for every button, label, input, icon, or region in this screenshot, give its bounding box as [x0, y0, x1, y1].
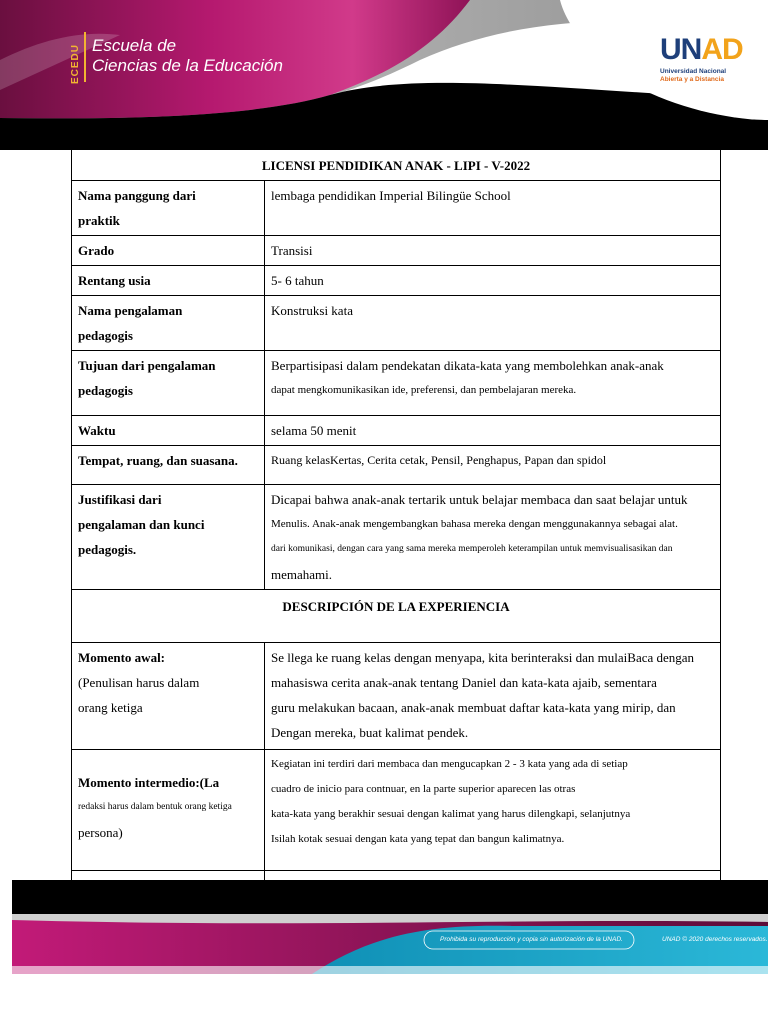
footer-black-bar: [12, 880, 768, 914]
footer-copyright: UNAD © 2020 derechos reservados.: [662, 936, 768, 943]
lesson-plan-table: [71, 148, 721, 926]
table-row: [72, 643, 721, 750]
row-value: Transisi: [265, 236, 721, 266]
row-value: Se llega ke ruang kelas dengan menyapa, kita berinteraksi dan mulaiBaca dengan mahasiswa cerita anak-anak tentang Daniel dan kata-kata ajaib, sementara guru melakukan bacaan, anak-anak membuat daftar kata-kata yang mirip, dan Dengan mereka, buat kalimat pendek.: [265, 643, 721, 750]
row-value: Ruang kelasKertas, Cerita cetak, Pensil, Penghapus, Papan dan spidol: [265, 446, 721, 485]
table-row: [72, 296, 721, 351]
school-name-line2: Ciencias de la Educación: [92, 56, 283, 75]
table-title-row: [72, 149, 721, 181]
section-title-row: [72, 590, 721, 643]
row-label: Rentang usia: [72, 266, 265, 296]
unad-logo-word: UNAD: [660, 33, 743, 66]
row-label: Momento awal: (Penulisan harus dalam orang ketiga: [72, 643, 265, 750]
row-value: Konstruksi kata: [265, 296, 721, 351]
row-value: lembaga pendidikan Imperial Bilingüe School: [265, 181, 721, 236]
table-row: [72, 485, 721, 590]
row-value: Kegiatan ini terdiri dari membaca dan mengucapkan 2 - 3 kata yang ada di setiap cuadro de inicio para contnuar, en la parte superior aparecen las otras kata-kata yang berakhir sesuai dengan kalimat yang harus dilengkapi, selanjutnya Isilah kotak sesuai dengan kata yang tepat dan bangun kalimatnya.: [265, 750, 721, 871]
format-title: FORMAT: [165, 126, 227, 141]
header-banner: [0, 0, 768, 150]
row-label: Tempat, ruang, dan suasana.: [72, 446, 265, 485]
unad-logo-tagline: Abierta y a Distancia: [660, 76, 724, 83]
row-label: Momento intermedio:(La redaksi harus dalam bentuk orang ketiga persona): [72, 750, 265, 871]
row-label: Grado: [72, 236, 265, 266]
footer-banner: [12, 914, 768, 974]
section-title: DESCRIPCIÓN DE LA EXPERIENCIA: [72, 590, 721, 643]
table-row: [72, 750, 721, 871]
school-name-line1: Escuela de: [92, 36, 177, 55]
row-value: Dicapai bahwa anak-anak tertarik untuk belajar membaca dan saat belajar untuk Menulis. Anak-anak mengembangkan bahasa mereka dengan menggunakannya sebagai alat. dari komunikasi, dengan cara yang sama mereka memperoleh keterampilan untuk memvisualisasikan dan memahami.: [265, 485, 721, 590]
row-label: Justifikasi dari pengalaman dan kunci pedagogis.: [72, 485, 265, 590]
table-row: [72, 416, 721, 446]
table-row: [72, 181, 721, 236]
table-row: [72, 351, 721, 416]
row-label: Tujuan dari pengalaman pedagogis: [72, 351, 265, 416]
row-value: selama 50 menit: [265, 416, 721, 446]
school-name: [92, 36, 283, 76]
row-value: 5- 6 tahun: [265, 266, 721, 296]
header-divider: [84, 32, 86, 82]
unad-logo: [660, 33, 743, 94]
table-row: [72, 446, 721, 485]
unad-logo-subtitle: Universidad Nacional: [660, 68, 727, 75]
table-row: [72, 266, 721, 296]
row-label: Waktu: [72, 416, 265, 446]
row-label: Nama pengalaman pedagogis: [72, 296, 265, 351]
table-title: LICENSI PENDIDIKAN ANAK - LIPI - V-2022: [72, 149, 721, 181]
row-label: Nama panggung dari praktik: [72, 181, 265, 236]
ecedu-tag: ECEDU: [70, 43, 81, 84]
table-row: [72, 236, 721, 266]
row-value: Berpartisipasi dalam pendekatan dikata-kata yang membolehkan anak-anak dapat mengkomunikasikan ide, preferensi, dan pembelajaran mereka.: [265, 351, 721, 416]
footer-notice: Prohibida su reproducción y copia sin autorización de la UNAD.: [440, 936, 623, 943]
footer-background: [12, 914, 768, 974]
